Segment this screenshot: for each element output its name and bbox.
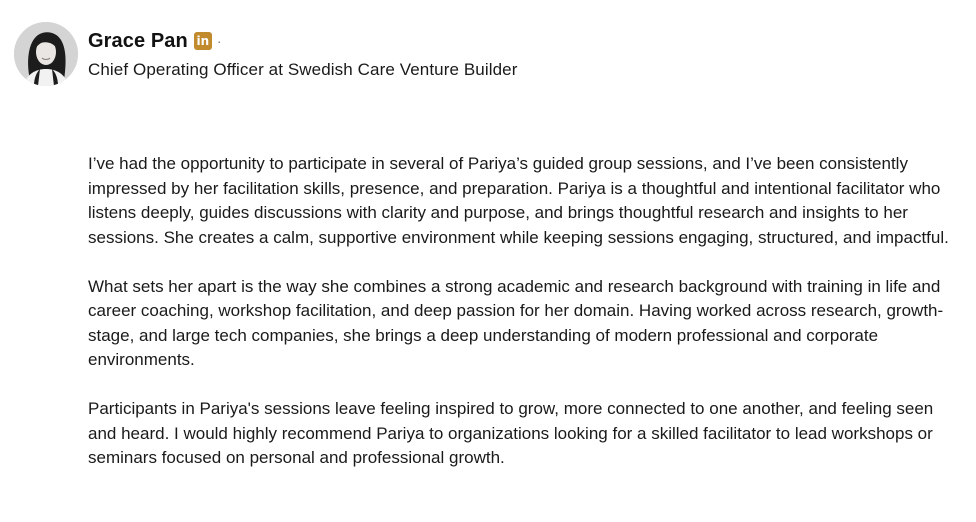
recommendation-paragraph: I’ve had the opportunity to participate in several of Pariya’s guided group sessions, and I’ve been consistently impressed by her facilitation skills, presence, and preparation. Pariya is a thoughtful and intentional facilitator who listens deeply, guides discussions with clarity and purpose, and brings thoughtful research and insights to her sessions. She creates a calm, supportive environment while keeping sessions engaging, structured, and impactful. <box>88 154 949 247</box>
recommendation-paragraph: What sets her apart is the way she combines a strong academic and research background with training in life and career coaching, workshop facilitation, and deep passion for her domain. Having worked across research, growth-stage, and large tech companies, she brings a deep understanding of modern professional and corporate environments. <box>88 276 944 369</box>
recommender-header <box>14 22 517 86</box>
avatar-photo <box>14 22 78 86</box>
recommendation-text <box>88 152 958 471</box>
recommender-headline: Chief Operating Officer at Swedish Care Venture Builder <box>88 60 518 79</box>
recommendation-paragraph: Participants in Pariya's sessions leave feeling inspired to grow, more connected to one another, and feeling seen and heard. I would highly recommend Pariya to organizations looking for a skilled facilitator to lead workshops or seminars focused on personal and professional growth. <box>88 399 934 467</box>
separator-dot: · <box>216 33 222 49</box>
avatar[interactable] <box>14 22 78 86</box>
recommender-identity <box>88 22 517 80</box>
recommender-name[interactable]: Grace Pan <box>88 29 188 52</box>
name-row <box>88 28 517 54</box>
linkedin-icon: in <box>194 32 212 50</box>
